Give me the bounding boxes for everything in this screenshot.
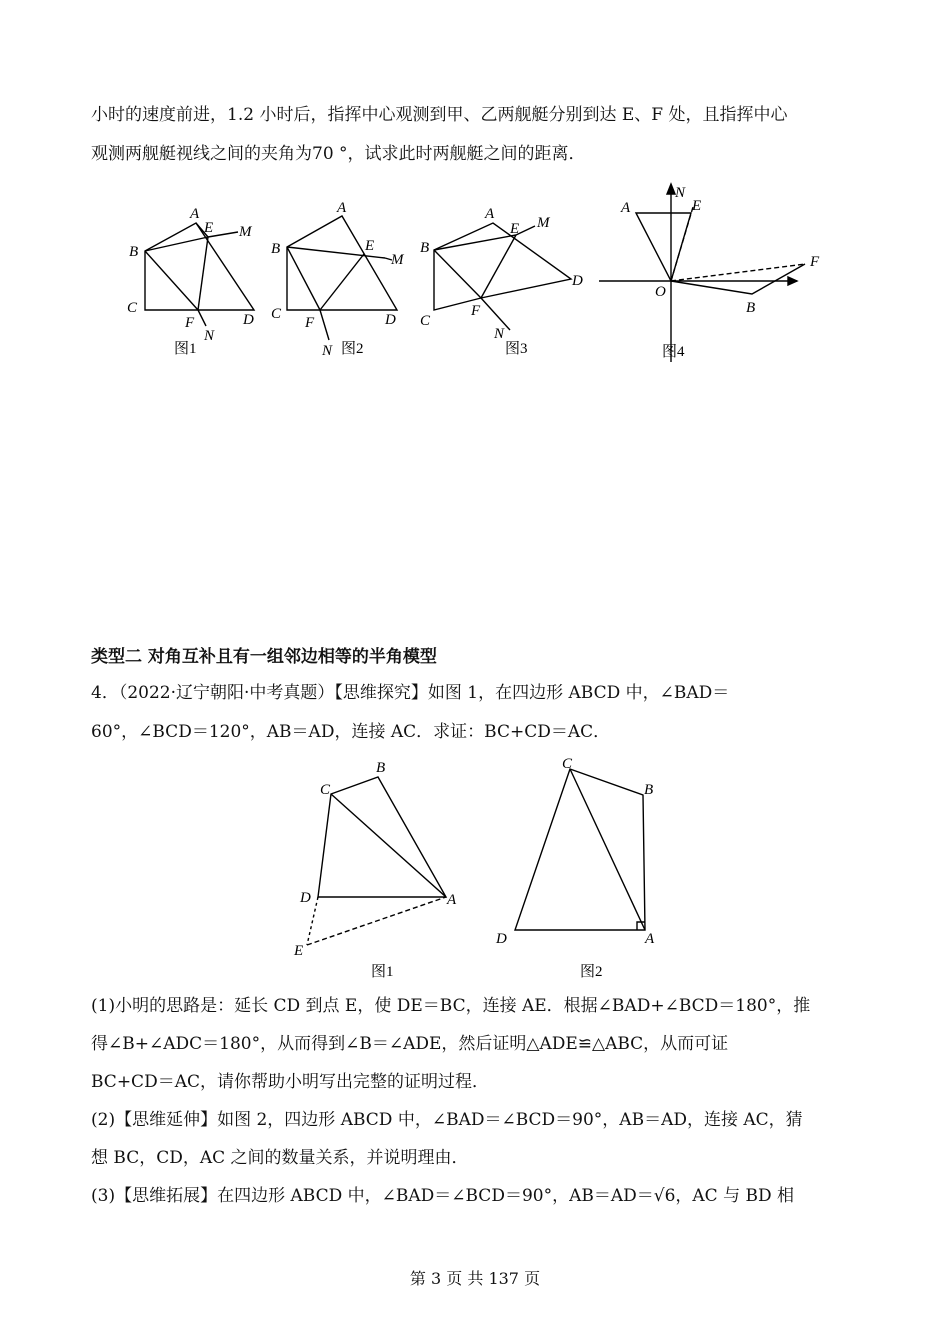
svg-text:C: C <box>320 782 331 798</box>
svg-text:A: A <box>447 892 457 908</box>
svg-text:E: E <box>510 221 520 237</box>
figure-2-bottom <box>515 769 645 930</box>
svg-text:D: D <box>496 931 507 947</box>
svg-text:O: O <box>655 284 666 300</box>
svg-text:A: A <box>645 931 655 947</box>
svg-text:E: E <box>365 238 375 254</box>
svg-text:A: A <box>621 200 631 216</box>
svg-text:N: N <box>494 326 505 342</box>
svg-text:M: M <box>391 252 404 268</box>
figure-3-top <box>434 223 571 330</box>
svg-text:B: B <box>271 241 281 257</box>
text-line-2: 观测两舰艇视线之间的夹角为70 °，试求此时两舰艇之间的距离． <box>91 144 586 164</box>
svg-text:E: E <box>294 943 304 959</box>
part-3-line-1: (3)【思维拓展】在四边形 ABCD 中，∠BAD＝∠BCD＝90°，AB＝AD＝√6，AC 与 BD 相 <box>91 1186 795 1206</box>
figure-2-top <box>287 216 397 340</box>
svg-text:A: A <box>485 206 495 222</box>
part-2-line-1: (2)【思维延伸】如图 2，四边形 ABCD 中，∠BAD＝∠BCD＝90°，AB＝AD，连接 AC，猜 <box>91 1110 803 1130</box>
figure-1-bottom <box>307 777 446 945</box>
text-line-1: 小时的速度前进，1.2 小时后，指挥中心观测到甲、乙两舰艇分别到达 E、F 处，且指挥中心 <box>91 105 788 125</box>
section-heading: 类型二 对角互补且有一组邻边相等的半角模型 <box>91 647 437 667</box>
svg-text:F: F <box>185 315 195 331</box>
svg-text:E: E <box>692 198 702 214</box>
question-4-line-1: 4．（2022·辽宁朝阳·中考真题）【思维探究】如图 1，在四边形 ABCD 中，∠BAD＝ <box>91 683 730 703</box>
svg-text:B: B <box>644 782 654 798</box>
svg-text:D: D <box>243 312 254 328</box>
caption-top-3: 图3 <box>505 341 528 357</box>
caption-bottom-2: 图2 <box>580 964 603 980</box>
svg-text:F: F <box>305 315 315 331</box>
part-1-line-2: 得∠B+∠ADC＝180°，从而得到∠B＝∠ADE，然后证明△ADE≌△ABC，从而可证 <box>91 1034 729 1054</box>
svg-text:M: M <box>537 215 550 231</box>
svg-text:N: N <box>675 185 686 201</box>
caption-top-1: 图1 <box>174 341 197 357</box>
part-2-line-2: 想 BC，CD，AC 之间的数量关系，并说明理由． <box>91 1148 469 1168</box>
svg-text:F: F <box>471 303 481 319</box>
svg-text:C: C <box>271 306 282 322</box>
svg-text:C: C <box>127 300 138 316</box>
caption-top-2: 图2 <box>341 341 364 357</box>
svg-text:C: C <box>562 756 573 772</box>
caption-bottom-1: 图1 <box>371 964 394 980</box>
svg-text:D: D <box>300 890 311 906</box>
svg-text:F: F <box>810 254 820 270</box>
svg-text:B: B <box>420 240 430 256</box>
svg-text:B: B <box>376 760 386 776</box>
svg-text:D: D <box>385 312 396 328</box>
caption-top-4: 图4 <box>662 344 685 360</box>
page-footer: 第 3 页 共 137 页 <box>409 1269 541 1288</box>
part-1-line-3: BC+CD＝AC，请你帮助小明写出完整的证明过程． <box>91 1072 489 1092</box>
figure-1-top <box>145 223 254 326</box>
svg-text:N: N <box>204 328 215 344</box>
svg-text:C: C <box>420 313 431 329</box>
svg-text:M: M <box>239 224 252 240</box>
svg-text:E: E <box>204 220 214 236</box>
svg-text:A: A <box>190 206 200 222</box>
question-4-line-2: 60°，∠BCD＝120°，AB＝AD，连接 AC．求证：BC+CD＝AC． <box>91 722 611 742</box>
svg-text:B: B <box>746 300 756 316</box>
svg-text:B: B <box>129 244 139 260</box>
svg-text:D: D <box>572 273 583 289</box>
svg-text:A: A <box>337 200 347 216</box>
svg-text:N: N <box>322 343 333 359</box>
part-1-line-1: (1)小明的思路是：延长 CD 到点 E，使 DE＝BC，连接 AE．根据∠BAD+∠BCD＝180°，推 <box>91 996 811 1016</box>
